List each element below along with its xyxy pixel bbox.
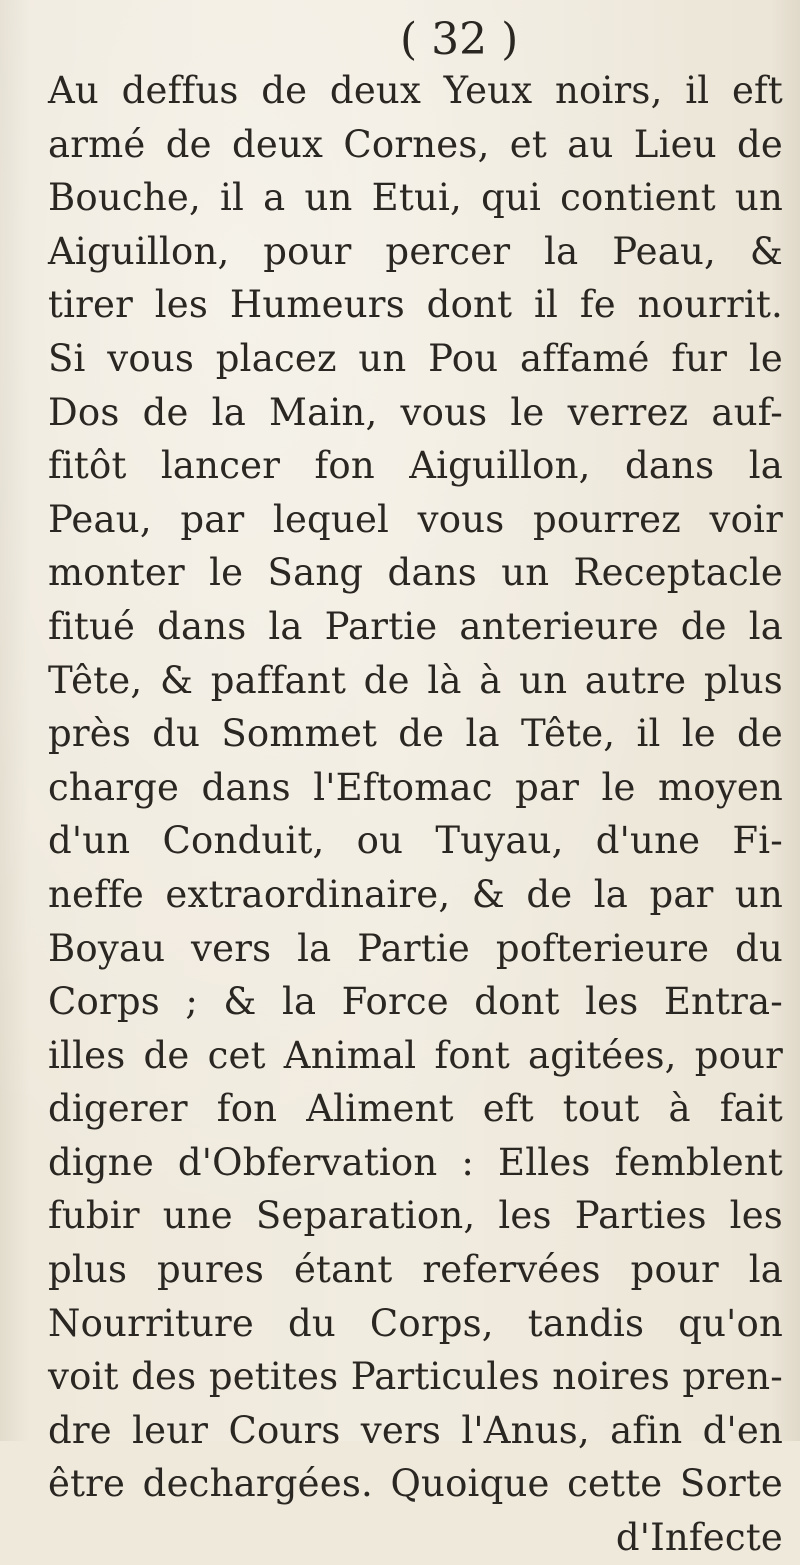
text-line: Aiguillon, pour percer la Peau, & xyxy=(48,229,783,273)
text-line: Nourriture du Corps, tandis qu'on xyxy=(48,1301,783,1345)
text-line: Corps ; & la Force dont les Entra- xyxy=(48,980,783,1024)
text-line: dre leur Cours vers l'Anus, afin d'en xyxy=(48,1408,783,1452)
text-line: neffe extraordinaire, & de la par un xyxy=(48,872,783,916)
text-line: charge dans l'Eftomac par le moyen xyxy=(48,765,783,809)
text-line: d'un Conduit, ou Tuyau, d'une Fi- xyxy=(48,819,783,863)
text-line: fitué dans la Partie anterieure de la xyxy=(48,604,783,648)
text-line: Boyau vers la Partie pofterieure du xyxy=(48,926,783,970)
text-line: Dos de la Main, vous le verrez auf- xyxy=(48,390,783,434)
text-line: près du Sommet de la Tête, il le de xyxy=(48,712,783,756)
text-line: être dechargées. Quoique cette Sorte xyxy=(48,1462,783,1506)
text-line: tirer les Humeurs dont il fe nourrit. xyxy=(48,283,783,327)
text-line: monter le Sang dans un Receptacle xyxy=(48,551,783,595)
text-line: fubir une Separation, les Parties les xyxy=(48,1194,783,1238)
text-line: digne d'Obfervation : Elles femblent xyxy=(48,1140,783,1184)
text-line: Tête, & paffant de là à un autre plus xyxy=(48,658,783,702)
text-line: plus pures étant refervées pour la xyxy=(48,1248,783,1292)
body-text xyxy=(48,64,783,1565)
text-line: digerer fon Aliment eft tout à fait xyxy=(48,1087,783,1131)
catchword: d'Infecte xyxy=(615,1516,783,1560)
text-line: Si vous placez un Pou affamé fur le xyxy=(48,336,783,380)
text-line: armé de deux Cornes, et au Lieu de xyxy=(48,122,783,166)
text-line: Bouche, il a un Etui, qui contient un xyxy=(48,176,783,220)
text-line: Au deffus de deux Yeux noirs, il eft xyxy=(48,69,783,112)
text-line: illes de cet Animal font agitées, pour xyxy=(48,1033,783,1077)
text-line: fitôt lancer fon Aiguillon, dans la xyxy=(48,444,783,488)
text-line: voit des petites Particules noires pren- xyxy=(48,1355,783,1399)
text-line: Peau, par lequel vous pourrez voir xyxy=(48,497,783,541)
page-number: ( 32 ) xyxy=(400,14,519,65)
